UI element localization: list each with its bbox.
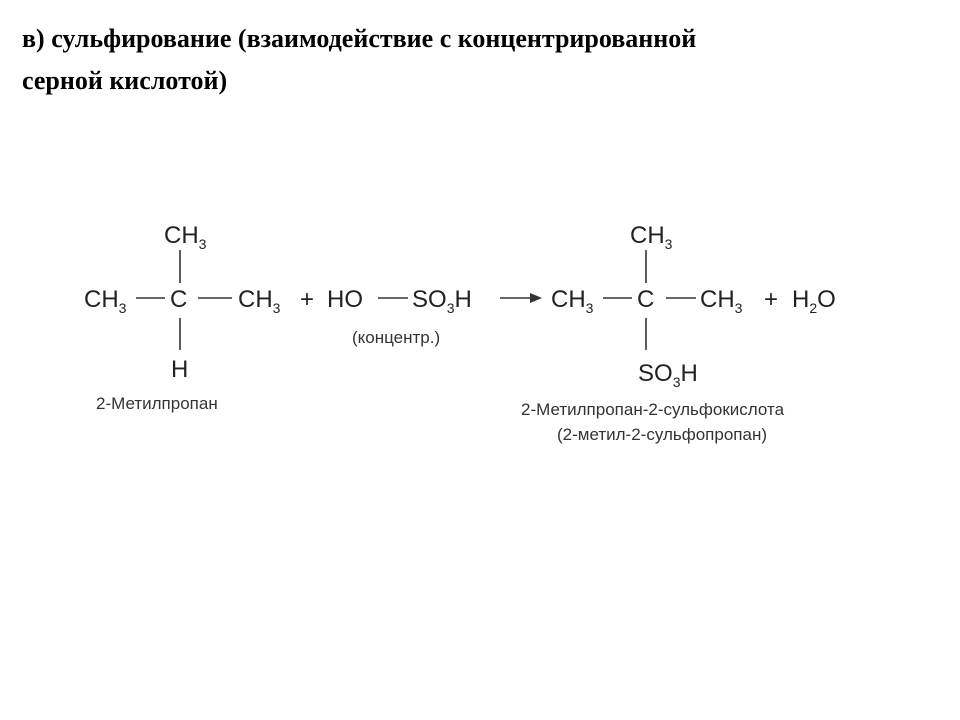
product-alt-name: (2-метил-2-сульфопропан)	[557, 425, 768, 444]
product-left-ch3: $CH_3$	[551, 286, 594, 316]
reaction-arrow	[500, 293, 542, 303]
water-molecule: $H_2O$	[792, 286, 836, 316]
product-bottom-so3h: $SO_3H$	[638, 360, 698, 390]
reagent-ho: HO	[327, 286, 363, 313]
reactant-right-ch3: $CH_3$	[238, 286, 281, 316]
reactant-name: 2-Метилпропан	[96, 394, 218, 413]
product-right-ch3: $CH_3$	[700, 286, 743, 316]
reactant-top-ch3: $CH_3$	[164, 222, 207, 252]
reagent-molecule	[327, 286, 472, 347]
reactant-center-c: C	[170, 286, 188, 313]
reagent-note: (концентр.)	[352, 328, 441, 347]
plus-sign-1: +	[300, 286, 315, 313]
product-top-ch3: $CH_3$	[630, 222, 673, 252]
plus-sign-2: +	[764, 286, 779, 313]
title-line-2: серной кислотой)	[22, 66, 228, 95]
product-molecule	[521, 222, 785, 444]
reactant-left-ch3: $CH_3$	[84, 286, 127, 316]
reagent-so3h: $SO_3H$	[412, 286, 472, 316]
title-line-1: в) сульфирование (взаимодействие с концентрированной	[22, 24, 697, 53]
product-name: 2-Метилпропан-2-сульфокислота	[521, 400, 785, 419]
reactant-bottom-h: H	[171, 356, 189, 383]
product-center-c: C	[637, 286, 655, 313]
reactant-molecule	[84, 222, 281, 413]
